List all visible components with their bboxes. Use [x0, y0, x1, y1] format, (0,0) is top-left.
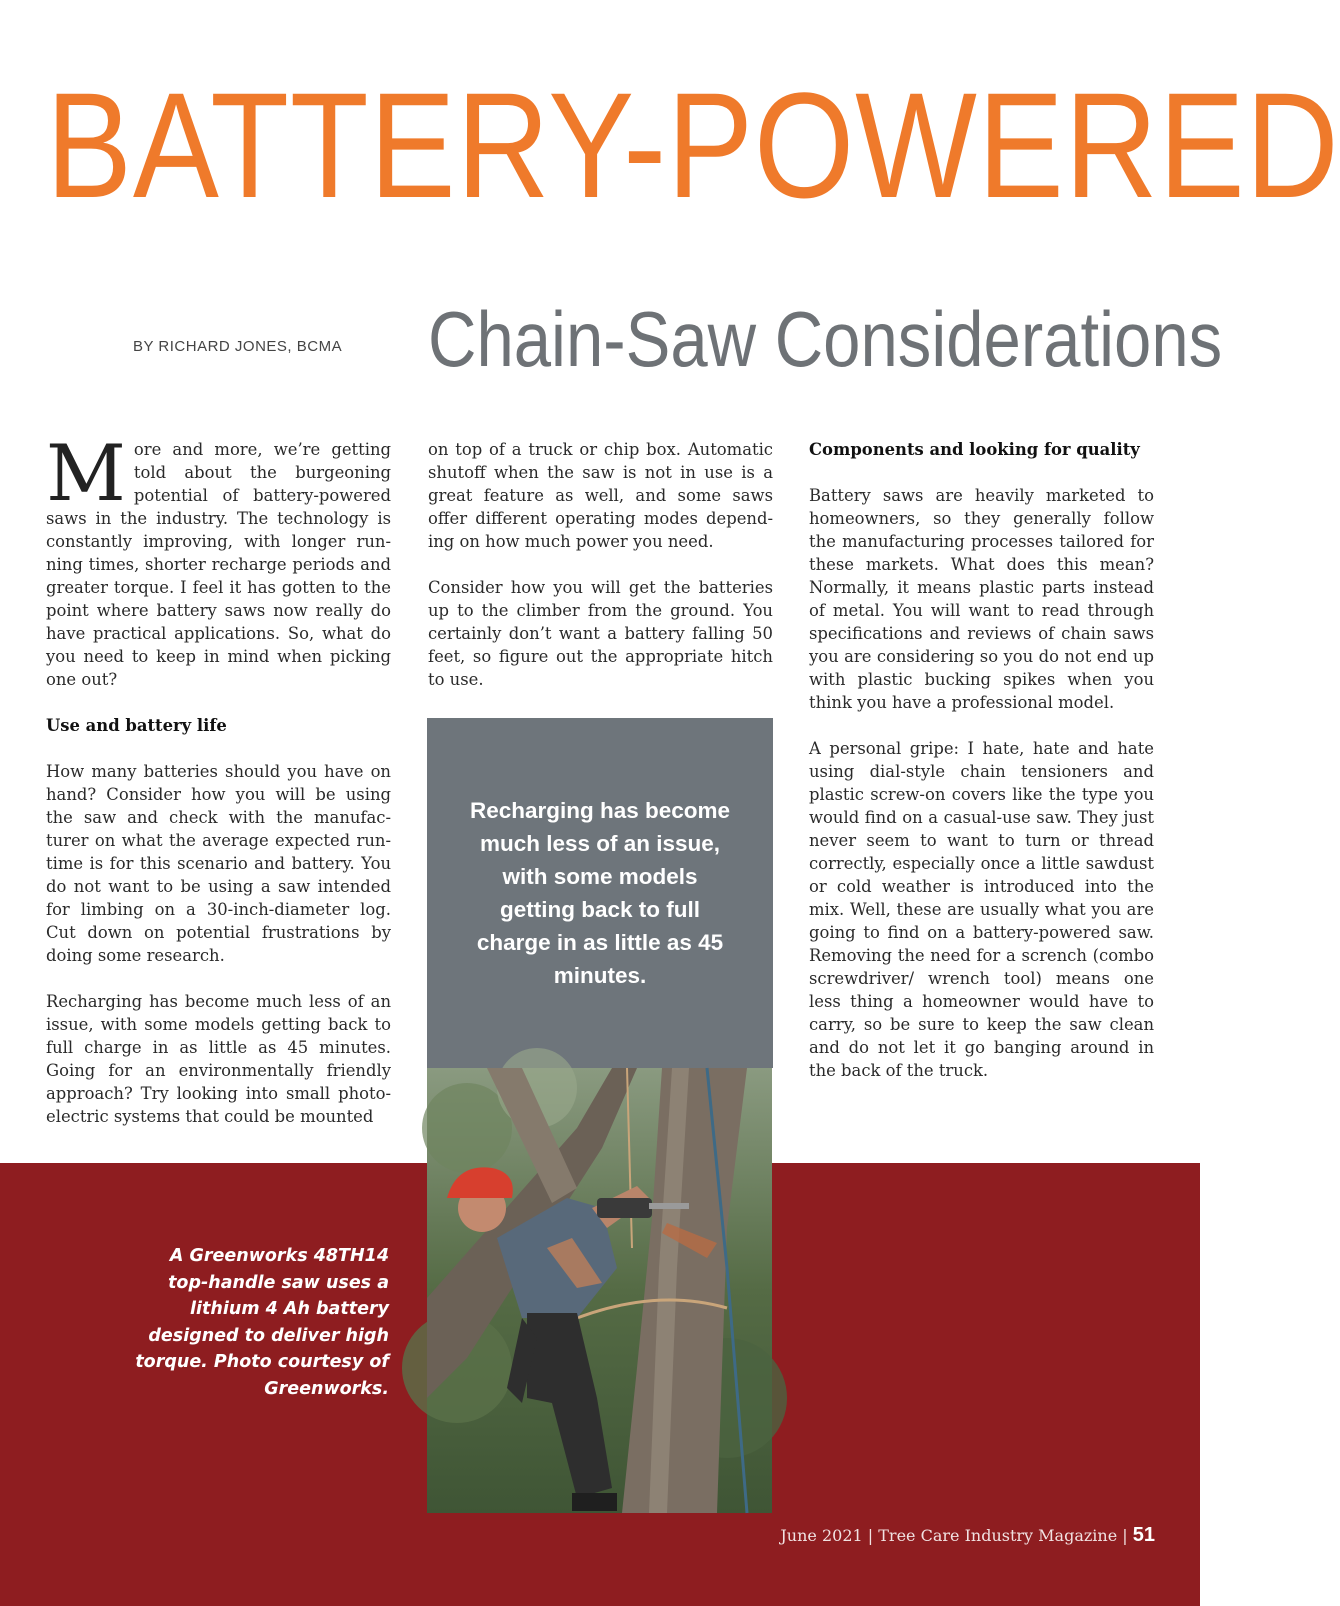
column-2 [428, 438, 773, 714]
page-footer [780, 1524, 1155, 1547]
article-title: BATTERY-POWERED [46, 61, 1340, 229]
arborist-climbing-tree-photo [427, 1068, 772, 1513]
footer-text: June 2021 | Tree Care Industry Magazine | [780, 1526, 1133, 1545]
column-3 [809, 438, 1154, 1105]
paragraph: How many batteries should you have on hand? Consider how you will be using the saw and check with the manufacturer on what the average expected runtime is for this scenario and battery. You do not want to be using a saw intended for limbing on a 30-inch-diameter log. Cut down on potential frustrations by doing some research. [46, 762, 391, 965]
section-heading-quality: Components and looking for quality [809, 440, 1140, 459]
section-heading-battery-life: Use and battery life [46, 716, 227, 735]
drop-cap: M [46, 429, 126, 519]
page-number: 51 [1132, 1524, 1155, 1546]
intro-paragraph [46, 429, 391, 691]
byline: BY RICHARD JONES, BCMA [133, 338, 343, 355]
article-subtitle: Chain-Saw Considerations [428, 295, 1223, 383]
paragraph: Consider how you will get the batteries up to the climber from the ground. You certainly don’t want a battery falling 50 feet, so figure out the appropriate hitch to use. [428, 578, 773, 689]
column-1 [46, 429, 391, 1151]
photo-caption: A Greenworks 48TH14 top-handle saw uses a lithium 4 Ah battery designed to deliver high torque. Photo courtesy of Greenworks. [135, 1246, 389, 1399]
paragraph: on top of a truck or chip box. Automatic shutoff when the saw is not in use is a great feature as well, and some saws offer different operating modes depending on how much power you need. [428, 440, 773, 551]
paragraph: A personal gripe: I hate, hate and hate using dial-style chain tensioners and plastic screw-on covers like the type you would find on a casual-use saw. They just never seem to want to turn or thread correctly, especially once a little sawdust or cold weather is introduced into the mix. Well, these are usually what you are going to find on a battery-powered saw. Removing the need for a scrench (combo screwdriver/ wrench tool) means one less thing a homeowner would have to carry, so be sure to keep the saw clean and do not let it go banging around in the back of the truck. [809, 739, 1154, 1080]
pull-quote-text: Recharging has become much less of an issue, with some models getting back to full charge in as little as 45 minutes. [469, 798, 731, 988]
pull-quote-box [427, 718, 773, 1068]
intro-text: ore and more, we’re getting told about the burgeoning potential of battery-powered saws in the industry. The technology is constantly improving, with longer running times, shorter recharge periods and greater torque. I feel it has gotten to the point where battery saws now really do have practical applications. So, what do you need to keep in mind when picking one out? [46, 440, 391, 689]
paragraph: Battery saws are heavily marketed to homeowners, so they generally follow the manufacturing processes tailored for these markets. What does this mean? Normally, it means plastic parts instead of metal. You will want to read through specifications and reviews of chain saws you are considering so you do not end up with plastic bucking spikes when you think you have a professional model. [809, 486, 1154, 712]
paragraph: Recharging has become much less of an issue, with some models getting back to full charge in as little as 45 minutes. Going for an environmentally friendly approach? Try looking into small photoelectric systems that could be mounted [46, 992, 391, 1126]
